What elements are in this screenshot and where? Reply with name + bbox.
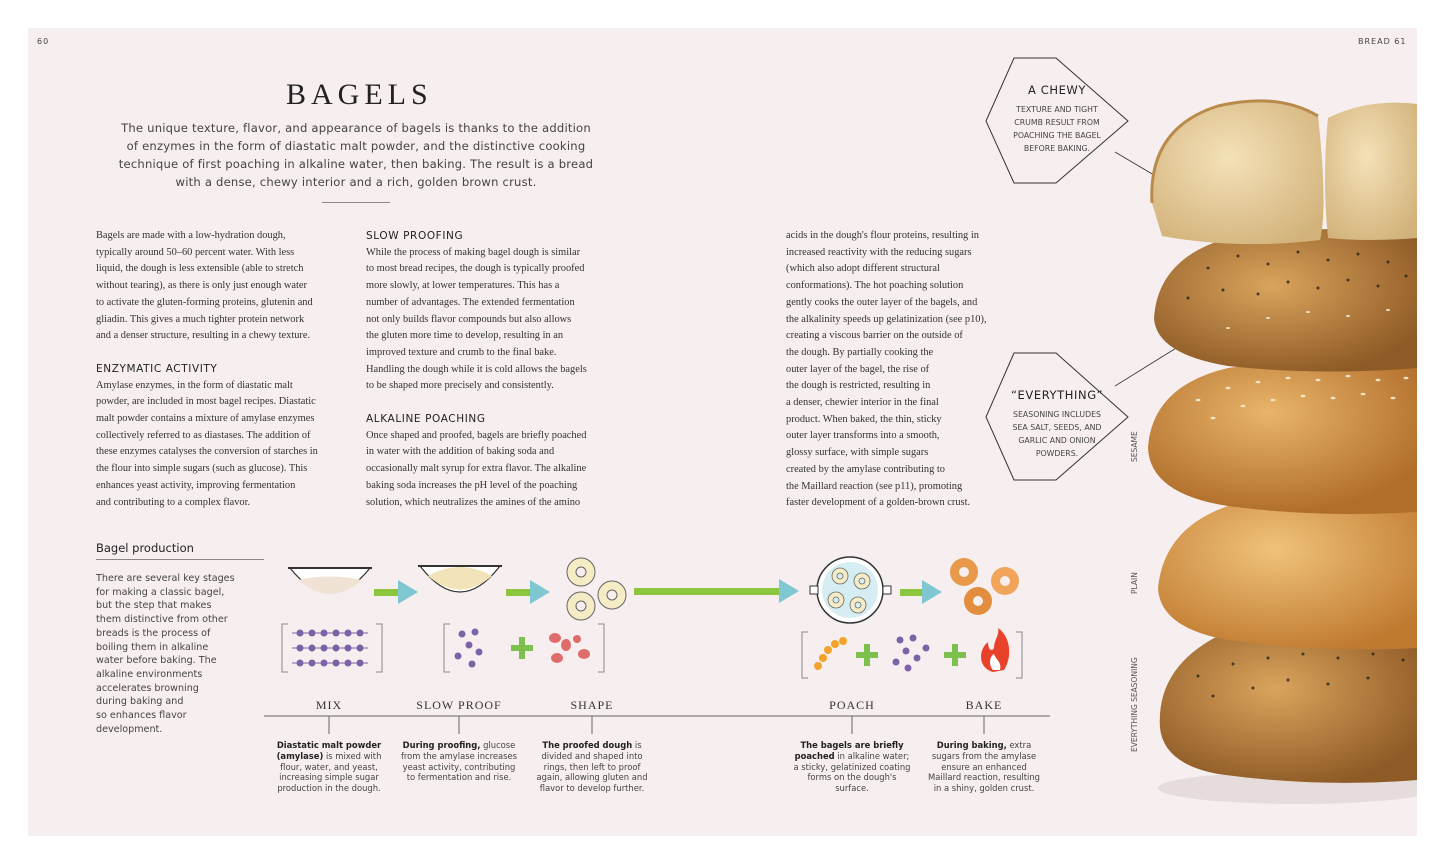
text-line: outer layer transforms into a smooth, bbox=[786, 430, 940, 442]
baked-bagels-icon bbox=[950, 558, 1019, 615]
long-arrow-icon bbox=[634, 579, 799, 603]
arrow-icon bbox=[506, 580, 550, 604]
text-line: liquid, the dough is less extensible (able to stretch bbox=[96, 263, 304, 275]
text-line: the flour into simple sugars (such as glucose). This bbox=[96, 463, 308, 475]
callout-line: TEXTURE AND TIGHT bbox=[1016, 105, 1098, 114]
production-title: Bagel production bbox=[96, 541, 194, 555]
caption-bold: During baking, bbox=[936, 740, 1007, 750]
heading-enzymatic-activity: ENZYMATIC ACTIVITY bbox=[96, 362, 218, 375]
text-line: Bagels are made with a low-hydration dough, bbox=[96, 230, 286, 241]
text-line: solution, which neutralizes the amines of the amino bbox=[366, 496, 581, 508]
caption-text: is divided and shaped into rings, then left to proof again, allowing gluten and flavor to develop further. bbox=[536, 740, 648, 794]
page-folio-right: BREAD 61 bbox=[1358, 37, 1407, 46]
text-line: to be shaped more precisely and consistently. bbox=[366, 380, 554, 392]
text-line: glossy surface, with simple sugars bbox=[786, 447, 929, 459]
stage-label-slow-proof: SLOW PROOF bbox=[416, 698, 502, 712]
text-line: development. bbox=[96, 723, 163, 735]
gluten-chains-icon bbox=[282, 624, 382, 672]
text-line: the Maillard reaction (see p11), promoting bbox=[786, 480, 963, 492]
text-line: collectively referred to as diastases. The addition of bbox=[96, 429, 311, 441]
intro-line: technique of first poaching in alkaline water, then baking. The result is a bread bbox=[118, 157, 594, 171]
text-line: powder, are included in most bagel recipes. Diastatic bbox=[96, 396, 316, 408]
stage-label-mix: MIX bbox=[315, 698, 343, 712]
sesame-bagel bbox=[1148, 358, 1417, 514]
text-line: but the step that makes bbox=[96, 600, 212, 612]
arrow-icon bbox=[374, 580, 418, 604]
text-line: created by the amylase contributing to bbox=[786, 463, 945, 475]
text-line: the alkalinity speeds up gelatinization (see p10), bbox=[786, 313, 987, 325]
text-line: more slowly, at lower temperatures. This has a bbox=[366, 280, 560, 292]
text-line: number of advantages. The extended fermentation bbox=[366, 296, 575, 308]
stage-label-shape: SHAPE bbox=[570, 698, 614, 712]
text-line: not only builds flavor compounds but also allows bbox=[366, 313, 572, 325]
text-line: outer layer of the bagel, the rise of bbox=[786, 363, 930, 375]
callout-line: CRUMB RESULT FROM bbox=[1014, 118, 1100, 127]
bagel-stack-image bbox=[1148, 101, 1417, 804]
stage-caption-bake bbox=[925, 740, 1043, 794]
stage-caption-slow-proof bbox=[400, 740, 518, 783]
text-line: in water with the addition of baking soda and bbox=[366, 446, 555, 458]
shaped-rings-icon bbox=[567, 558, 626, 620]
text-line: Amylase enzymes, in the form of diastatic malt bbox=[96, 379, 293, 391]
intro-line: of enzymes in the form of diastatic malt powder, and the distinctive cooking bbox=[126, 139, 586, 153]
text-line: so enhances flavor bbox=[96, 710, 187, 722]
text-line: Handling the dough while it is cold allows the bagels bbox=[366, 363, 587, 375]
callout-title: A CHEWY bbox=[1027, 83, 1087, 97]
text-line: and contributing to a complex flavor. bbox=[96, 496, 251, 508]
text-line: typically around 50–60 percent water. With less bbox=[96, 246, 295, 258]
text-line: them distinctive from other bbox=[96, 614, 228, 626]
text-line: creating a viscous barrier on the outside of bbox=[786, 330, 963, 342]
text-line: (which also adopt different structural bbox=[786, 263, 940, 275]
heading-alkaline-poaching: ALKALINE POACHING bbox=[366, 413, 486, 426]
book-spread bbox=[28, 28, 1417, 836]
callout-line: GARLIC AND ONION bbox=[1018, 436, 1096, 445]
text-line: the gluten more time to develop, resulting in an bbox=[366, 330, 564, 342]
label-sesame: SESAME bbox=[1130, 431, 1139, 462]
page-number-left: 60 bbox=[37, 37, 50, 46]
stage-caption-mix bbox=[270, 740, 388, 794]
caption-bold: The bagels are briefly poached bbox=[794, 740, 904, 761]
text-line: without tearing), as there is only just enough water bbox=[96, 280, 307, 292]
text-line: occasionally malt syrup for extra flavor. The alkaline bbox=[366, 463, 587, 475]
text-line: increased reactivity with the reducing sugars bbox=[786, 246, 972, 258]
stage-label-poach: POACH bbox=[829, 698, 875, 712]
process-diagram bbox=[28, 28, 1417, 836]
label-plain: PLAIN bbox=[1130, 572, 1139, 594]
callout-line: POWDERS. bbox=[1035, 449, 1079, 458]
text-line: gliadin. This gives a much tighter protein network bbox=[96, 313, 305, 325]
text-line: and a denser structure, resulting in a chewy texture. bbox=[96, 330, 311, 342]
callout-everything bbox=[986, 388, 1128, 460]
text-line: faster development of a golden-brown crust. bbox=[786, 497, 971, 509]
text-line: to activate the gluten-forming proteins, glutenin and bbox=[96, 296, 313, 308]
text-line: improved texture and crumb to the final bake. bbox=[366, 346, 557, 358]
text-line: to most bread recipes, the dough is typically proofed bbox=[366, 263, 585, 275]
text-line: conformations). The hot poaching solution bbox=[786, 280, 964, 292]
callout-title: “EVERYTHING” bbox=[1010, 388, 1104, 402]
text-line: While the process of making bagel dough is similar bbox=[366, 246, 581, 258]
caption-bold: Diastatic malt powder (amylase) bbox=[276, 740, 382, 761]
text-line: the dough. By partially cooking the bbox=[786, 346, 934, 358]
caption-bold: During proofing, bbox=[402, 740, 481, 750]
text-line: boiling them in alkaline bbox=[96, 641, 209, 653]
stage-caption-shape bbox=[533, 740, 651, 794]
mix-bowl-icon bbox=[288, 568, 372, 594]
caption-text: in alkaline water; a sticky, gelatinized coating forms on the dough's surface. bbox=[793, 750, 911, 794]
callout-line: BEFORE BAKING. bbox=[1023, 144, 1091, 153]
text-line: baking soda increases the pH level of the poaching bbox=[366, 479, 578, 491]
callout-line: POACHING THE BAGEL bbox=[1013, 131, 1101, 140]
text-line: a denser, chewier interior in the final bbox=[786, 397, 939, 409]
text-line: There are several key stages bbox=[96, 573, 235, 584]
proof-bowl-icon bbox=[418, 566, 502, 592]
sliced-bagel-half-right bbox=[1325, 103, 1417, 240]
label-everything-seasoning: EVERYTHING SEASONING bbox=[1130, 657, 1139, 752]
text-line: enhances yeast activity, improving fermentation bbox=[96, 479, 296, 491]
text-line: the dough is restricted, resulting in bbox=[786, 380, 931, 392]
page-title: BAGELS bbox=[286, 78, 433, 111]
text-line: product. When baked, the thin, sticky bbox=[786, 413, 942, 425]
text-line: Once shaped and proofed, bagels are briefly poached bbox=[366, 429, 587, 441]
caption-text: is mixed with flour, water, and yeast, increasing simple sugar production in the dough. bbox=[277, 750, 382, 794]
caption-bold: The proofed dough bbox=[542, 740, 633, 750]
stage-label-bake: BAKE bbox=[965, 698, 1003, 712]
text-line: for making a classic bagel, bbox=[96, 586, 225, 598]
caption-text: glucose from the amylase increases yeast activity, contributing to fermentation and rise. bbox=[400, 740, 518, 783]
text-line: alkaline environments bbox=[96, 668, 203, 680]
callout-line: SEA SALT, SEEDS, AND bbox=[1012, 423, 1102, 432]
arrow-icon bbox=[900, 580, 942, 604]
text-line: acids in the dough's flour proteins, resulting in bbox=[786, 230, 979, 241]
text-line: these enzymes catalyses the conversion of starches in bbox=[96, 446, 318, 458]
maillard-icon bbox=[802, 628, 1022, 678]
text-line: malt powder contains a mixture of amylase enzymes bbox=[96, 413, 315, 425]
caption-text: extra sugars from the amylase ensure an enhanced Maillard reaction, resulting in a shiny, golden crust. bbox=[928, 740, 1040, 794]
callout-line: SEASONING INCLUDES bbox=[1013, 410, 1101, 419]
callout-chewy bbox=[986, 83, 1128, 155]
plain-bagel bbox=[1158, 495, 1417, 649]
stage-caption-poach bbox=[793, 740, 911, 794]
text-line: gently cooks the outer layer of the bagels, and bbox=[786, 296, 978, 308]
heading-slow-proofing: SLOW PROOFING bbox=[366, 230, 464, 242]
text-line: water before baking. The bbox=[96, 655, 217, 667]
text-line: breads is the process of bbox=[96, 627, 211, 639]
seeded-bagel bbox=[1154, 228, 1417, 371]
poach-pot-icon bbox=[810, 557, 891, 623]
sugar-yeast-icon bbox=[444, 624, 604, 672]
everything-bagel bbox=[1160, 626, 1417, 783]
text-line: during baking and bbox=[96, 696, 184, 708]
intro-line: The unique texture, flavor, and appearance of bagels is thanks to the addition bbox=[121, 121, 591, 135]
intro-line: with a dense, chewy interior and a rich, golden brown crust. bbox=[175, 175, 537, 189]
text-line: accelerates browning bbox=[96, 682, 199, 694]
sliced-bagel-half-left bbox=[1152, 101, 1324, 244]
